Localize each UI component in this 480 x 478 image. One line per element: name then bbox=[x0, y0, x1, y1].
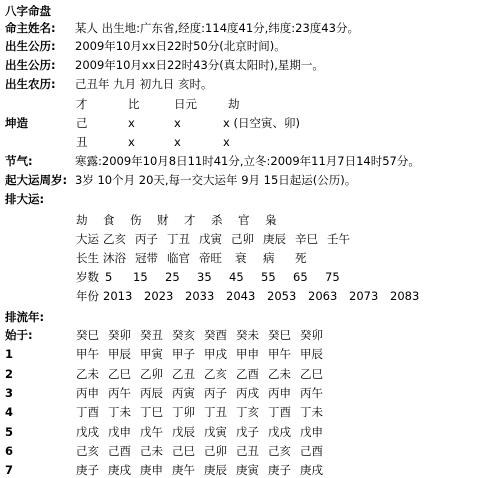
info-value: 某人 出生地:广东省,经度:114度41分,纬度:23度43分。 bbox=[75, 21, 359, 35]
liunian-cell: 丁巳 bbox=[140, 405, 163, 419]
liunian-cell: 丁丑 bbox=[204, 405, 227, 419]
dayun-age: 55 bbox=[261, 270, 276, 284]
liunian-cell: 癸亥 bbox=[172, 328, 195, 342]
dayun-pillar: 丁丑 bbox=[167, 232, 190, 246]
liunian-cell: 丙午 bbox=[300, 386, 323, 400]
page-title: 八字命盘 bbox=[5, 4, 51, 18]
liunian-cell: 癸丑 bbox=[140, 328, 163, 342]
pillar-stem: x bbox=[174, 116, 181, 130]
dayun-stage: 病 bbox=[263, 251, 275, 265]
liunian-cell: 己巳 bbox=[172, 444, 195, 458]
pillar-branch: 丑 bbox=[76, 135, 88, 149]
liunian-cell: 己丑 bbox=[236, 444, 259, 458]
liunian-row-label: 4 bbox=[5, 405, 14, 419]
dayun-row-label: 大运 bbox=[76, 232, 99, 246]
liunian-cell: 乙酉 bbox=[236, 367, 259, 381]
dayun-year: 2053 bbox=[267, 289, 297, 303]
dayun-pillar: 庚辰 bbox=[263, 232, 286, 246]
liunian-row-label: 始于: bbox=[5, 328, 33, 342]
info-line-name bbox=[5, 20, 359, 36]
liunian-cell: 乙未 bbox=[268, 367, 291, 381]
dayun-year: 2073 bbox=[349, 289, 379, 303]
info-value: 2009年10月xx日22时43分(真太阳时),星期一。 bbox=[75, 58, 324, 72]
dayun-stage: 死 bbox=[295, 251, 307, 265]
liunian-row-label: 7 bbox=[5, 463, 14, 477]
dayun-stage: 衰 bbox=[235, 251, 247, 265]
qiyun-line bbox=[5, 172, 356, 188]
info-label: 命主姓名: bbox=[5, 21, 56, 35]
info-line-lunar bbox=[5, 76, 212, 92]
dayun-god: 枭 bbox=[265, 213, 277, 227]
dayun-age: 5 bbox=[105, 270, 113, 284]
pillar-branch: x bbox=[128, 135, 135, 149]
liunian-cell: 丙寅 bbox=[172, 386, 195, 400]
dayun-god: 杀 bbox=[211, 213, 223, 227]
dayun-pillar: 戊寅 bbox=[199, 232, 222, 246]
liunian-cell: 丁未 bbox=[300, 405, 323, 419]
liunian-cell: 乙丑 bbox=[172, 367, 195, 381]
liunian-cell: 戊戌 bbox=[268, 425, 291, 439]
liunian-cell: 甲戌 bbox=[204, 347, 227, 361]
liunian-cell: 甲午 bbox=[76, 347, 99, 361]
liunian-cell: 丙申 bbox=[76, 386, 99, 400]
dayun-age: 35 bbox=[197, 270, 212, 284]
pillars-label: 坤造 bbox=[5, 116, 28, 130]
liunian-cell: 甲申 bbox=[236, 347, 259, 361]
liunian-cell: 癸卯 bbox=[108, 328, 131, 342]
liunian-label: 排流年: bbox=[5, 310, 45, 324]
dayun-year: 2043 bbox=[226, 289, 256, 303]
liunian-cell: 丁亥 bbox=[236, 405, 259, 419]
liunian-cell: 庚寅 bbox=[236, 463, 259, 477]
liunian-cell: 乙未 bbox=[76, 367, 99, 381]
liunian-row-label: 6 bbox=[5, 444, 14, 458]
dayun-age: 15 bbox=[133, 270, 148, 284]
liunian-cell: 乙巳 bbox=[108, 367, 131, 381]
liunian-cell: 庚子 bbox=[268, 463, 291, 477]
dayun-god: 财 bbox=[157, 213, 169, 227]
pillar-god: 劫 bbox=[228, 97, 240, 111]
info-value: 己丑年 九月 初九日 亥时。 bbox=[75, 77, 213, 91]
dayun-year: 2063 bbox=[308, 289, 338, 303]
dayun-pillar: 丙子 bbox=[135, 232, 158, 246]
liunian-cell: 庚戌 bbox=[300, 463, 323, 477]
liunian-cell: 己亥 bbox=[268, 444, 291, 458]
liunian-cell: 甲寅 bbox=[140, 347, 163, 361]
dayun-pillar: 己卯 bbox=[231, 232, 254, 246]
liunian-cell: 庚戌 bbox=[108, 463, 131, 477]
liunian-cell: 戊辰 bbox=[172, 425, 195, 439]
dayun-god: 伤 bbox=[130, 213, 142, 227]
info-label: 出生公历: bbox=[5, 39, 56, 53]
liunian-cell: 癸卯 bbox=[300, 328, 323, 342]
info-value: 2009年10月xx日22时50分(北京时间)。 bbox=[75, 39, 286, 53]
liunian-cell: 戊午 bbox=[140, 425, 163, 439]
liunian-cell: 丁酉 bbox=[268, 405, 291, 419]
dayun-pillar: 乙亥 bbox=[103, 232, 126, 246]
dayun-age: 75 bbox=[325, 270, 340, 284]
liunian-cell: 癸巳 bbox=[268, 328, 291, 342]
liunian-cell: 甲辰 bbox=[108, 347, 131, 361]
liunian-cell: 戊申 bbox=[108, 425, 131, 439]
liunian-cell: 己未 bbox=[140, 444, 163, 458]
liunian-cell: 庚午 bbox=[172, 463, 195, 477]
dayun-stage: 帝旺 bbox=[199, 251, 222, 265]
dayun-row-label: 岁数 bbox=[76, 270, 99, 284]
dayun-year: 2033 bbox=[185, 289, 215, 303]
liunian-cell: 丁酉 bbox=[76, 405, 99, 419]
liunian-cell: 丙戌 bbox=[236, 386, 259, 400]
liunian-cell: 乙巳 bbox=[300, 367, 323, 381]
liunian-row-label: 3 bbox=[5, 386, 14, 400]
pillar-god: 才 bbox=[76, 97, 88, 111]
liunian-cell: 丙辰 bbox=[140, 386, 163, 400]
liunian-cell: 己酉 bbox=[108, 444, 131, 458]
liunian-cell: 癸酉 bbox=[204, 328, 227, 342]
jieqi-label: 节气: bbox=[5, 154, 33, 168]
liunian-cell: 丙申 bbox=[268, 386, 291, 400]
dayun-god: 劫 bbox=[76, 213, 88, 227]
dayun-stage: 临官 bbox=[167, 251, 190, 265]
jieqi-line bbox=[5, 153, 420, 169]
liunian-cell: 丙午 bbox=[108, 386, 131, 400]
qiyun-label: 起大运周岁: bbox=[5, 173, 68, 187]
pillar-god: 比 bbox=[128, 97, 140, 111]
pillar-stem: x bbox=[128, 116, 135, 130]
liunian-cell: 庚申 bbox=[140, 463, 163, 477]
dayun-row-label: 年份 bbox=[76, 289, 99, 303]
liunian-cell: 乙亥 bbox=[204, 367, 227, 381]
jieqi-value: 寒露:2009年10月8日11时41分,立冬:2009年11月7日14时57分。 bbox=[75, 154, 420, 168]
liunian-cell: 丁未 bbox=[108, 405, 131, 419]
dayun-stage: 冠带 bbox=[135, 251, 158, 265]
dayun-stage: 沐浴 bbox=[103, 251, 126, 265]
qiyun-value: 3岁 10个月 20天,每一交大运年 9月 15日起运(公历)。 bbox=[75, 173, 357, 187]
liunian-cell: 庚辰 bbox=[204, 463, 227, 477]
pillar-branch: x bbox=[223, 135, 230, 149]
info-label: 出生公历: bbox=[5, 58, 56, 72]
liunian-cell: 甲辰 bbox=[300, 347, 323, 361]
liunian-cell: 癸巳 bbox=[76, 328, 99, 342]
liunian-cell: 己卯 bbox=[204, 444, 227, 458]
liunian-cell: 己酉 bbox=[300, 444, 323, 458]
dayun-god: 食 bbox=[103, 213, 115, 227]
dayun-pillar: 壬午 bbox=[327, 232, 350, 246]
dayun-age: 45 bbox=[229, 270, 244, 284]
liunian-row-label: 2 bbox=[5, 367, 14, 381]
info-line-solar-true bbox=[5, 57, 324, 73]
liunian-cell: 丙子 bbox=[204, 386, 227, 400]
pillar-branch: x bbox=[174, 135, 181, 149]
liunian-cell: 己亥 bbox=[76, 444, 99, 458]
liunian-cell: 庚子 bbox=[76, 463, 99, 477]
dayun-god: 官 bbox=[238, 213, 250, 227]
dayun-row-label: 长生 bbox=[76, 251, 99, 265]
liunian-cell: 戊申 bbox=[300, 425, 323, 439]
pillar-stem: 己 bbox=[76, 116, 88, 130]
liunian-cell: 乙卯 bbox=[140, 367, 163, 381]
dayun-year: 2013 bbox=[103, 289, 133, 303]
liunian-cell: 癸未 bbox=[236, 328, 259, 342]
dayun-pillar: 辛巳 bbox=[295, 232, 318, 246]
liunian-row-label: 5 bbox=[5, 425, 14, 439]
liunian-row-label: 1 bbox=[5, 347, 14, 361]
info-label: 出生农历: bbox=[5, 77, 56, 91]
pillar-god: 日元 bbox=[174, 97, 197, 111]
dayun-year: 2023 bbox=[144, 289, 174, 303]
liunian-cell: 甲午 bbox=[268, 347, 291, 361]
dayun-year: 2083 bbox=[390, 289, 420, 303]
info-line-solar-beijing bbox=[5, 38, 286, 54]
dayun-age: 25 bbox=[165, 270, 180, 284]
liunian-cell: 戊戌 bbox=[76, 425, 99, 439]
liunian-cell: 甲子 bbox=[172, 347, 195, 361]
pillar-stem: x (日空寅、卯) bbox=[223, 116, 300, 130]
dayun-label: 排大运: bbox=[5, 192, 45, 206]
liunian-cell: 戊子 bbox=[236, 425, 259, 439]
liunian-cell: 丁卯 bbox=[172, 405, 195, 419]
liunian-cell: 戊寅 bbox=[204, 425, 227, 439]
dayun-god: 才 bbox=[184, 213, 196, 227]
dayun-age: 65 bbox=[293, 270, 308, 284]
